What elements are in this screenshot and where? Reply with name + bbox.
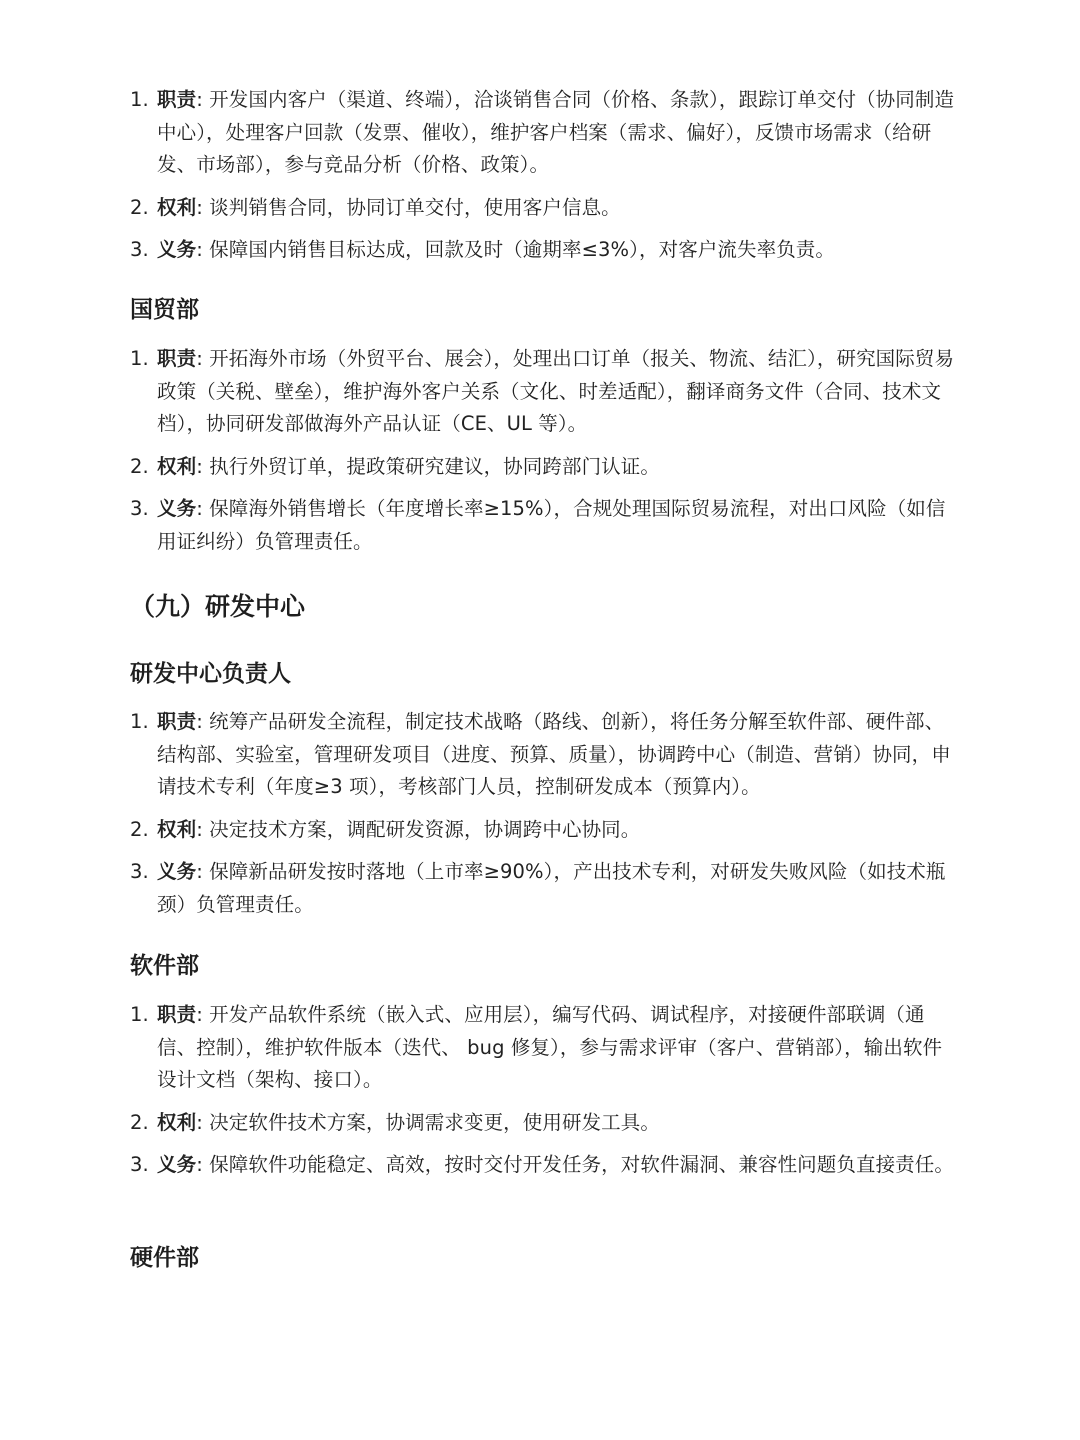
item-text: 开发国内客户（渠道、终端），洽谈销售合同（价格、条款），跟踪订单交付（协同制造中心），处理客户回款（发票、催收），维护客户档案（需求、偏好），反馈市场需求（给研发、市场部），参与竞品分析（价格、政策）。 [157, 88, 955, 176]
software-list [130, 999, 960, 1192]
list-item-rights [130, 192, 960, 225]
item-number: 2. [130, 1110, 149, 1134]
item-label: 职责 [157, 88, 197, 111]
item-text: 开发产品软件系统（嵌入式、应用层），编写代码、调试程序，对接硬件部联调（通信、控制），维护软件版本（迭代、 bug 修复），参与需求评审（客户、营销部），输出软件设计文档（架构、接口）。 [157, 1003, 943, 1091]
item-label: 权利 [157, 817, 197, 841]
item-separator: : [196, 238, 210, 261]
list-item-rights [130, 814, 960, 847]
item-text: 执行外贸订单，提政策研究建议，协同跨部门认证。 [209, 454, 660, 478]
item-number: 3. [130, 1153, 149, 1176]
item-label: 职责 [157, 1003, 197, 1026]
item-separator: : [196, 195, 210, 219]
item-separator: : [196, 347, 210, 370]
item-number: 3. [130, 238, 149, 261]
item-label: 义务 [157, 1153, 197, 1176]
item-label: 职责 [157, 710, 197, 733]
item-text: 保障国内销售目标达成，回款及时（逾期率≤3%），对客户流失率负责。 [209, 238, 835, 261]
item-label: 义务 [157, 860, 197, 883]
list-item-obligations [130, 493, 960, 558]
section-heading-rd-head: 研发中心负责人 [130, 661, 291, 687]
item-text: 保障软件功能稳定、高效，按时交付开发任务，对软件漏洞、兼容性问题负直接责任。 [209, 1153, 954, 1176]
item-text: 统筹产品研发全流程，制定技术战略（路线、创新），将任务分解至软件部、硬件部、结构部、实验室，管理研发项目（进度、预算、质量），协调跨中心（制造、营销）协同，申请技术专利（年度≥3 项），考核部门人员，控制研发成本（预算内）。 [157, 710, 951, 798]
item-separator: : [196, 88, 210, 111]
item-number: 1. [130, 347, 149, 370]
item-separator: : [196, 817, 210, 841]
item-label: 权利 [157, 195, 197, 219]
section-heading-software: 软件部 [130, 953, 199, 979]
international-trade-list [130, 343, 960, 568]
list-item-obligations [130, 234, 960, 267]
item-label: 义务 [157, 497, 197, 520]
item-number: 3. [130, 497, 149, 520]
rd-head-list [130, 706, 960, 931]
item-number: 1. [130, 1003, 149, 1026]
item-separator: : [196, 454, 210, 478]
section-heading-hardware: 硬件部 [130, 1245, 199, 1271]
domestic-sales-list [130, 84, 960, 277]
list-item-obligations [130, 856, 960, 921]
item-separator: : [196, 1153, 210, 1176]
item-number: 1. [130, 88, 149, 111]
list-item-duties [130, 706, 960, 804]
item-separator: : [196, 497, 210, 520]
item-number: 3. [130, 860, 149, 883]
list-item-duties [130, 999, 960, 1097]
chapter-heading-rd-center: （九）研发中心 [130, 592, 306, 621]
item-separator: : [196, 860, 210, 883]
item-number: 2. [130, 195, 149, 219]
item-number: 2. [130, 454, 149, 478]
section-heading-international-trade: 国贸部 [130, 297, 199, 323]
list-item-duties [130, 343, 960, 441]
item-label: 权利 [157, 454, 197, 478]
item-text: 保障新品研发按时落地（上市率≥90%），产出技术专利，对研发失败风险（如技术瓶颈）负管理责任。 [157, 860, 946, 916]
list-item-obligations [130, 1149, 960, 1182]
list-item-rights [130, 451, 960, 484]
item-text: 开拓海外市场（外贸平台、展会），处理出口订单（报关、物流、结汇），研究国际贸易政策（关税、壁垒），维护海外客户关系（文化、时差适配），翻译商务文件（合同、技术文档），协同研发部做海外产品认证（CE、UL 等）。 [157, 347, 955, 435]
item-separator: : [196, 1110, 210, 1134]
item-separator: : [196, 710, 210, 733]
item-label: 职责 [157, 347, 197, 370]
list-item-rights [130, 1107, 960, 1140]
item-number: 2. [130, 817, 149, 841]
list-item-duties [130, 84, 960, 182]
item-separator: : [196, 1003, 210, 1026]
item-text: 谈判销售合同，协同订单交付，使用客户信息。 [209, 195, 621, 219]
item-number: 1. [130, 710, 149, 733]
item-label: 权利 [157, 1110, 197, 1134]
item-text: 保障海外销售增长（年度增长率≥15%），合规处理国际贸易流程，对出口风险（如信用证纠纷）负管理责任。 [157, 497, 946, 553]
item-text: 决定技术方案，调配研发资源，协调跨中心协同。 [209, 817, 641, 841]
item-text: 决定软件技术方案，协调需求变更，使用研发工具。 [209, 1110, 660, 1134]
item-label: 义务 [157, 238, 197, 261]
